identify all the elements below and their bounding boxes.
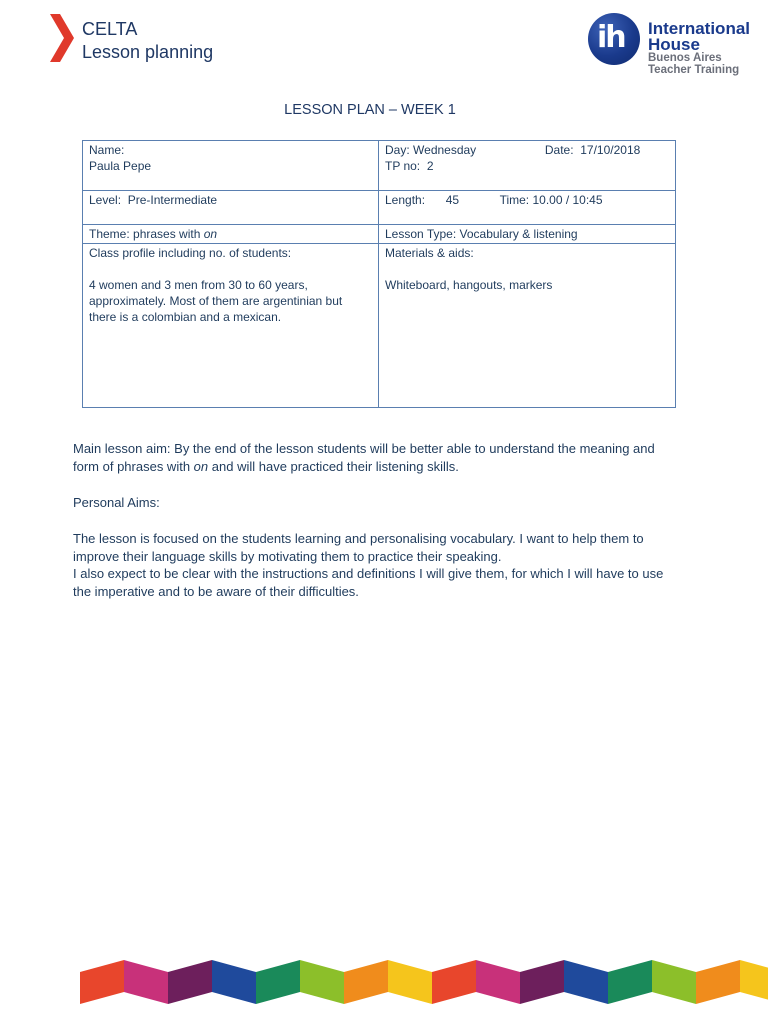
theme-value: phrases with bbox=[133, 227, 201, 241]
zigzag-segment bbox=[256, 960, 300, 1004]
day-label: Day: bbox=[385, 143, 410, 157]
zigzag-segment bbox=[608, 960, 652, 1004]
table-row bbox=[83, 225, 676, 244]
logo-name-line1: International bbox=[648, 19, 751, 38]
zigzag-segment bbox=[432, 960, 476, 1004]
logo-name-line2: House bbox=[648, 35, 700, 54]
main-aim-italic: on bbox=[193, 458, 209, 474]
logo-tagline1: Buenos Aires bbox=[648, 52, 722, 64]
personal-aims-paragraph: The lesson is focused on the students learning and personalising vocabulary. I want to help them to improve their language skills by motivating them to practice their speaking. bbox=[73, 531, 644, 564]
ih-logo-icon bbox=[588, 13, 640, 65]
header-chevron-icon bbox=[50, 14, 76, 62]
personal-aims-body bbox=[73, 530, 673, 600]
theme-label: Theme: bbox=[89, 227, 130, 241]
logo-mark: ih bbox=[597, 20, 625, 55]
day-value: Wednesday bbox=[413, 143, 477, 157]
name-cell bbox=[83, 141, 379, 191]
international-house-logo bbox=[588, 12, 758, 78]
zigzag-segment bbox=[344, 960, 388, 1004]
level-cell bbox=[83, 191, 379, 225]
lesson-type-label: Lesson Type: bbox=[385, 227, 457, 241]
course-subtitle: Lesson planning bbox=[82, 42, 214, 62]
page-title: LESSON PLAN – WEEK 1 bbox=[284, 102, 456, 118]
length-label: Length: bbox=[385, 193, 426, 207]
level-label: Level: bbox=[89, 193, 122, 207]
decorative-zigzag-border bbox=[80, 960, 768, 1004]
date-label: Date: bbox=[544, 143, 574, 157]
zigzag-segment bbox=[124, 960, 168, 1004]
table-row bbox=[83, 141, 676, 191]
personal-aims-paragraph: I also expect to be clear with the instructions and definitions I will give them, for which I will have to use the imperative and to be aware of their difficulties. bbox=[73, 566, 664, 599]
table-row bbox=[83, 244, 676, 408]
class-profile-value: 4 women and 3 men from 30 to 60 years, approximately. Most of them are argentinian but there is a colombian and a mexican. bbox=[89, 278, 343, 324]
zigzag-segment bbox=[168, 960, 212, 1004]
main-aim-text: Main lesson aim: By the end of the lesson students will be better able to understand the meaning and form of phrases with bbox=[73, 441, 655, 474]
header-title bbox=[82, 18, 213, 64]
lesson-type-value: Vocabulary & listening bbox=[459, 227, 578, 241]
table-row bbox=[83, 191, 676, 225]
theme-value-italic: on bbox=[203, 227, 218, 241]
time-value: 10.00 / 10:45 bbox=[532, 193, 603, 207]
zigzag-segment bbox=[564, 960, 608, 1004]
zigzag-segment bbox=[652, 960, 696, 1004]
zigzag-segment bbox=[520, 960, 564, 1004]
personal-aims-heading: Personal Aims: bbox=[73, 495, 160, 510]
tp-label: TP no: bbox=[385, 159, 421, 173]
zigzag-segment bbox=[740, 960, 768, 1004]
zigzag-segment bbox=[212, 960, 256, 1004]
course-name: CELTA bbox=[82, 19, 138, 39]
length-time-cell bbox=[379, 191, 676, 225]
zigzag-segment bbox=[300, 960, 344, 1004]
date-value: 17/10/2018 bbox=[580, 143, 641, 157]
materials-label: Materials & aids: bbox=[385, 246, 474, 260]
time-label: Time: bbox=[499, 193, 530, 207]
length-value: 45 bbox=[445, 193, 460, 207]
lesson-plan-table bbox=[82, 140, 676, 408]
level-value: Pre-Intermediate bbox=[127, 193, 218, 207]
lesson-type-cell bbox=[379, 225, 676, 244]
day-date-cell bbox=[379, 141, 676, 191]
tp-value: 2 bbox=[426, 159, 434, 173]
zigzag-segment bbox=[696, 960, 740, 1004]
class-profile-label: Class profile including no. of students: bbox=[89, 246, 292, 260]
zigzag-segment bbox=[388, 960, 432, 1004]
theme-cell bbox=[83, 225, 379, 244]
main-lesson-aim bbox=[73, 440, 673, 475]
zigzag-segment bbox=[80, 960, 124, 1004]
main-aim-text-end: and will have practiced their listening skills. bbox=[211, 458, 459, 474]
zigzag-segment bbox=[476, 960, 520, 1004]
name-label: Name: bbox=[89, 143, 125, 157]
materials-value: Whiteboard, hangouts, markers bbox=[385, 278, 553, 292]
name-value: Paula Pepe bbox=[89, 159, 152, 173]
logo-tagline2: Teacher Training bbox=[648, 64, 740, 76]
class-profile-cell bbox=[83, 244, 379, 408]
materials-cell bbox=[379, 244, 676, 408]
